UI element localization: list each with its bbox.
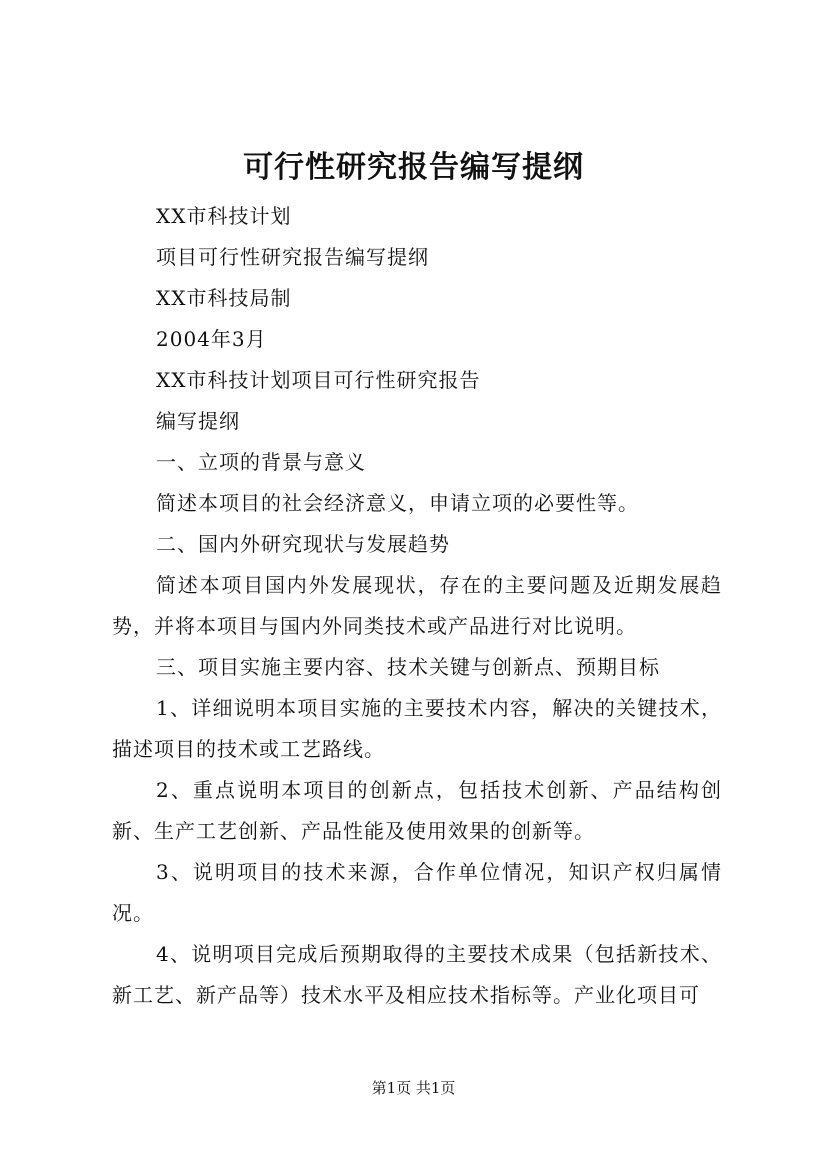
section-heading-1: 一、立项的背景与意义 bbox=[156, 450, 366, 474]
paragraph-item-2: 2、重点说明本项目的创新点，包括技术创新、产品结构创新、生产工艺创新、产品性能及使用效果的创新等。 bbox=[112, 778, 722, 843]
document-body bbox=[112, 196, 722, 1016]
paragraph-item-3: 3、说明项目的技术来源，合作单位情况，知识产权归属情况。 bbox=[112, 860, 722, 925]
paragraph-issuer: XX市科技局制 bbox=[156, 286, 292, 310]
paragraph-outline: 编写提纲 bbox=[156, 409, 240, 433]
paragraph-item-1: 1、详细说明本项目实施的主要技术内容，解决的关键技术，描述项目的技术或工艺路线。 bbox=[112, 696, 722, 761]
paragraph-item-4: 4、说明项目完成后预期取得的主要技术成果（包括新技术、新工艺、新产品等）技术水平及相应技术指标等。产业化项目可 bbox=[112, 942, 722, 1007]
paragraph-report-name: XX市科技计划项目可行性研究报告 bbox=[156, 368, 481, 392]
document-title: 可行性研究报告编写提纲 bbox=[243, 150, 584, 185]
paragraph-section-1: 简述本项目的社会经济意义，申请立项的必要性等。 bbox=[156, 491, 639, 515]
paragraph-section-2: 简述本项目国内外发展现状，存在的主要问题及近期发展趋势，并将本项目与国内外同类技术或产品进行对比说明。 bbox=[112, 573, 722, 638]
section-heading-2: 二、国内外研究现状与发展趋势 bbox=[156, 532, 450, 556]
paragraph-plan: XX市科技计划 bbox=[156, 204, 292, 228]
paragraph-subtitle: 项目可行性研究报告编写提纲 bbox=[156, 245, 429, 269]
section-heading-3: 三、项目实施主要内容、技术关键与创新点、预期目标 bbox=[156, 655, 660, 679]
page-footer: 第1页 共1页 bbox=[371, 1079, 456, 1097]
paragraph-date: 2004年3月 bbox=[156, 327, 267, 351]
